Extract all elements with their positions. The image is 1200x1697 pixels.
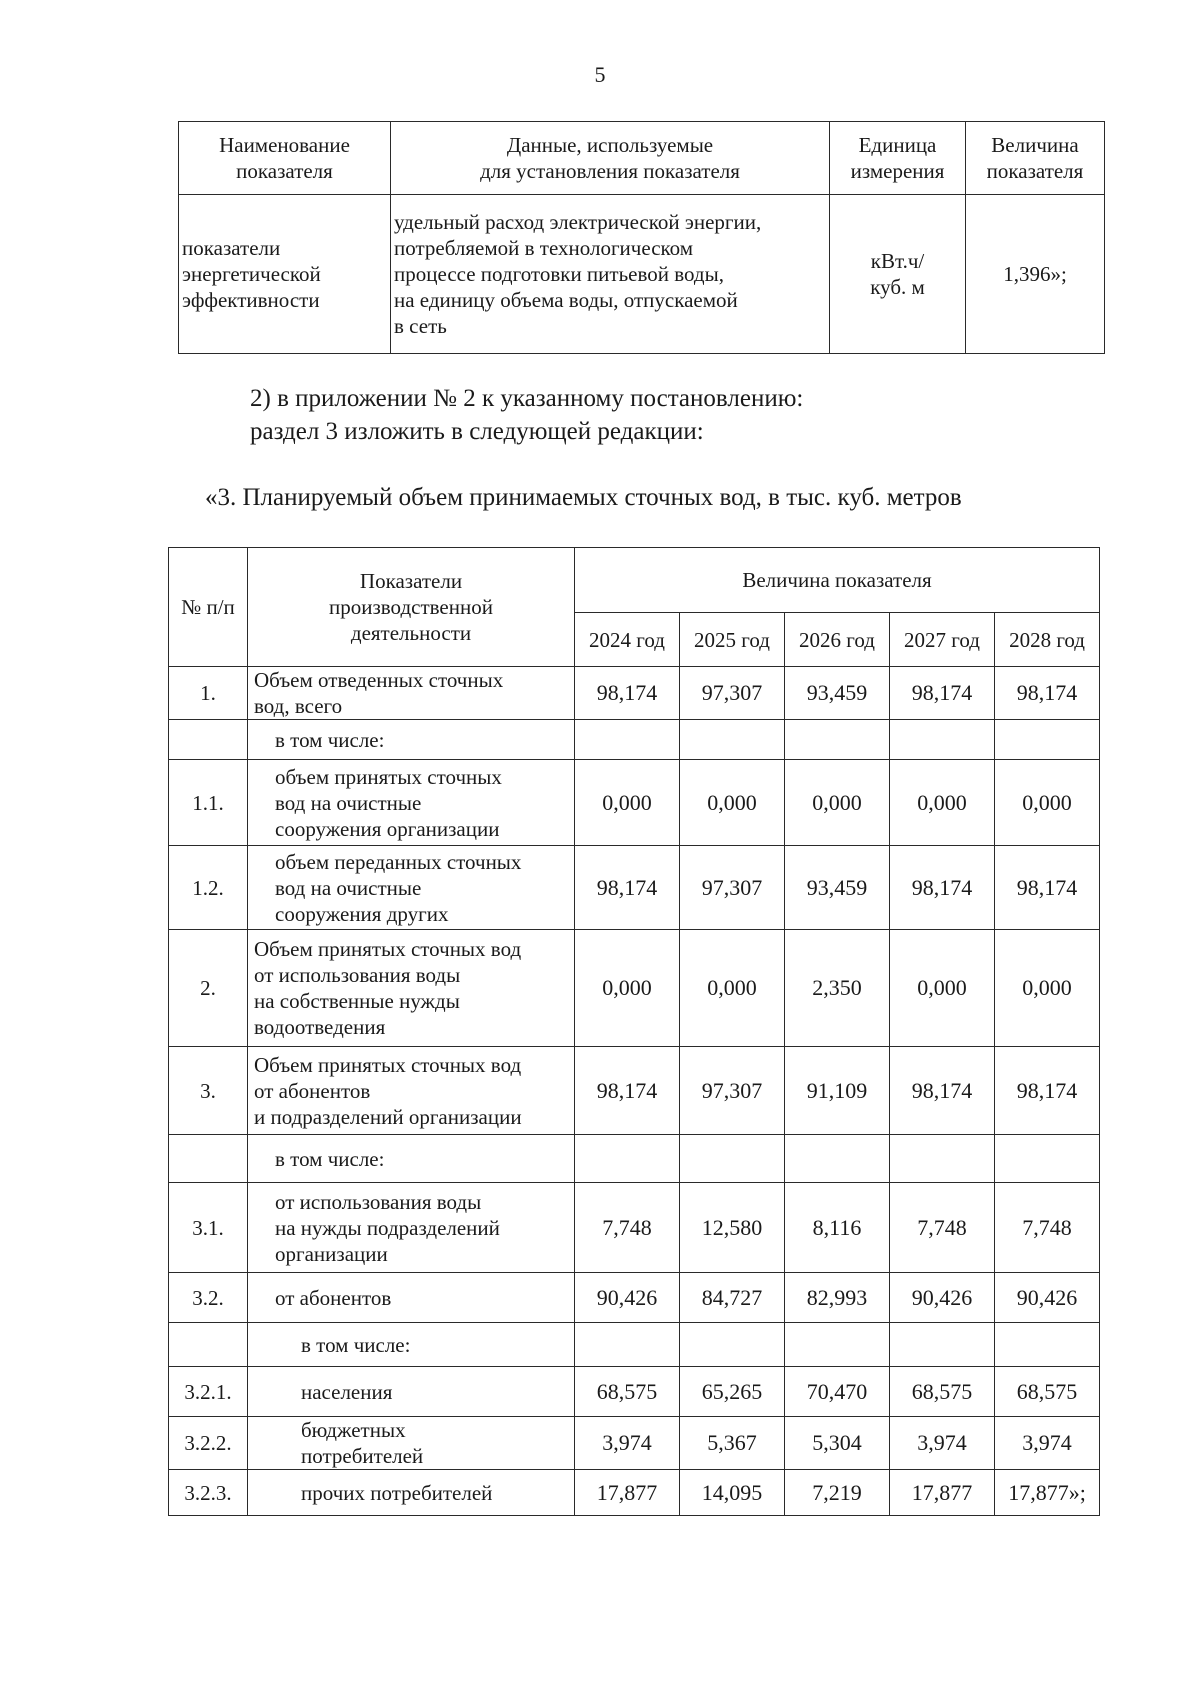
header-indicators: Показатели производственной деятельности: [248, 548, 575, 667]
value-cell: 0,000: [890, 930, 995, 1047]
table-row: [169, 1047, 1100, 1135]
value-cell: 97,307: [680, 667, 785, 720]
row-label: Объем принятых сточных вод от использования воды на собственные нужды водоотведения: [248, 930, 575, 1047]
value-cell: [575, 1135, 680, 1183]
value-cell: 84,727: [680, 1273, 785, 1323]
value-cell: 0,000: [680, 930, 785, 1047]
value-cell: [575, 720, 680, 760]
row-number: 3.: [169, 1047, 248, 1135]
value-cell: 7,748: [995, 1183, 1100, 1273]
value-cell: 98,174: [575, 667, 680, 720]
value-cell: 70,470: [785, 1367, 890, 1417]
paragraph-line-2: раздел 3 изложить в следующей редакции:: [250, 418, 704, 445]
row-number: 3.2.: [169, 1273, 248, 1323]
table-row: [169, 1273, 1100, 1323]
row-number: 3.1.: [169, 1183, 248, 1273]
value-cell: 68,575: [890, 1367, 995, 1417]
value-cell: 12,580: [680, 1183, 785, 1273]
value-cell: 0,000: [995, 930, 1100, 1047]
table-row: [169, 1323, 1100, 1367]
table-row: [169, 846, 1100, 930]
header-number: № п/п: [169, 548, 248, 667]
value-cell: 98,174: [890, 1047, 995, 1135]
cell-value: 1,396»;: [966, 195, 1105, 354]
value-cell: 68,575: [995, 1367, 1100, 1417]
value-cell: 3,974: [995, 1417, 1100, 1470]
row-number: 3.2.1.: [169, 1367, 248, 1417]
value-cell: 68,575: [575, 1367, 680, 1417]
value-cell: 0,000: [680, 760, 785, 846]
value-cell: 90,426: [995, 1273, 1100, 1323]
header-year: 2027 год: [890, 613, 995, 667]
page-number: 5: [594, 62, 606, 87]
value-cell: [995, 720, 1100, 760]
value-cell: 7,748: [890, 1183, 995, 1273]
value-cell: 2,350: [785, 930, 890, 1047]
value-cell: 5,367: [680, 1417, 785, 1470]
row-number: [169, 720, 248, 760]
value-cell: [890, 720, 995, 760]
row-label: в том числе:: [248, 1135, 575, 1183]
row-label: от использования воды на нужды подразделений организации: [248, 1183, 575, 1273]
value-cell: [890, 1323, 995, 1367]
value-cell: 0,000: [785, 760, 890, 846]
value-cell: 7,219: [785, 1470, 890, 1516]
wastewater-volume-table: [168, 547, 1100, 1516]
value-cell: [575, 1323, 680, 1367]
cell-data-used: удельный расход электрической энергии, потребляемой в технологическом процессе подготовки питьевой воды, на единицу объема воды, отпускаемой в сеть: [391, 195, 830, 354]
value-cell: 98,174: [575, 1047, 680, 1135]
table-row: [179, 195, 1105, 354]
value-cell: [785, 720, 890, 760]
row-label: в том числе:: [248, 1323, 575, 1367]
value-cell: 3,974: [890, 1417, 995, 1470]
table-row: [169, 1183, 1100, 1273]
row-number: 3.2.3.: [169, 1470, 248, 1516]
row-number: 3.2.2.: [169, 1417, 248, 1470]
row-label: объем переданных сточных вод на очистные сооружения других: [248, 846, 575, 930]
value-cell: 65,265: [680, 1367, 785, 1417]
table-row: [169, 720, 1100, 760]
value-cell: [995, 1323, 1100, 1367]
value-cell: [785, 1323, 890, 1367]
value-cell: 97,307: [680, 846, 785, 930]
value-cell: 0,000: [575, 930, 680, 1047]
row-label: Объем отведенных сточных вод, всего: [248, 667, 575, 720]
header-year: 2025 год: [680, 613, 785, 667]
value-cell: [680, 720, 785, 760]
header-year: 2026 год: [785, 613, 890, 667]
value-cell: [785, 1135, 890, 1183]
cell-unit: кВт.ч/ куб. м: [830, 195, 966, 354]
value-cell: 98,174: [995, 1047, 1100, 1135]
value-cell: 98,174: [995, 667, 1100, 720]
value-cell: [890, 1135, 995, 1183]
value-cell: 93,459: [785, 846, 890, 930]
table-header-row: [169, 548, 1100, 613]
value-cell: [995, 1135, 1100, 1183]
cell-indicator-name: показатели энергетической эффективности: [179, 195, 391, 354]
value-cell: 14,095: [680, 1470, 785, 1516]
table-row: [169, 760, 1100, 846]
value-cell: 7,748: [575, 1183, 680, 1273]
energy-efficiency-table: [178, 121, 1105, 354]
table-row: [169, 1470, 1100, 1516]
row-number: 1.2.: [169, 846, 248, 930]
value-cell: 97,307: [680, 1047, 785, 1135]
value-cell: 82,993: [785, 1273, 890, 1323]
value-cell: 98,174: [575, 846, 680, 930]
row-number: 1.: [169, 667, 248, 720]
value-cell: 98,174: [890, 667, 995, 720]
value-cell: 90,426: [890, 1273, 995, 1323]
table-header-row: [179, 122, 1105, 195]
row-label: Объем принятых сточных вод от абонентов и подразделений организации: [248, 1047, 575, 1135]
table-row: [169, 1135, 1100, 1183]
table-row: [169, 667, 1100, 720]
value-cell: 5,304: [785, 1417, 890, 1470]
paragraph-line-1: 2) в приложении № 2 к указанному постановлению:: [250, 385, 804, 412]
value-cell: 98,174: [890, 846, 995, 930]
header-year: 2028 год: [995, 613, 1100, 667]
table-row: [169, 930, 1100, 1047]
header-year: 2024 год: [575, 613, 680, 667]
row-number: [169, 1323, 248, 1367]
header-value: Величина показателя: [575, 548, 1100, 613]
header-value: Величина показателя: [966, 122, 1105, 195]
value-cell: 17,877»;: [995, 1470, 1100, 1516]
table-row: [169, 1367, 1100, 1417]
value-cell: [680, 1323, 785, 1367]
value-cell: 3,974: [575, 1417, 680, 1470]
value-cell: 17,877: [575, 1470, 680, 1516]
row-label: в том числе:: [248, 720, 575, 760]
row-label: населения: [248, 1367, 575, 1417]
value-cell: 93,459: [785, 667, 890, 720]
header-data-used: Данные, используемые для установления показателя: [391, 122, 830, 195]
value-cell: 17,877: [890, 1470, 995, 1516]
table-row: [169, 1417, 1100, 1470]
row-label: бюджетных потребителей: [248, 1417, 575, 1470]
row-label: объем принятых сточных вод на очистные сооружения организации: [248, 760, 575, 846]
value-cell: 98,174: [995, 846, 1100, 930]
row-label: прочих потребителей: [248, 1470, 575, 1516]
value-cell: 0,000: [575, 760, 680, 846]
header-unit: Единица измерения: [830, 122, 966, 195]
value-cell: [680, 1135, 785, 1183]
row-number: 1.1.: [169, 760, 248, 846]
value-cell: 0,000: [995, 760, 1100, 846]
row-number: [169, 1135, 248, 1183]
row-label: от абонентов: [248, 1273, 575, 1323]
value-cell: 8,116: [785, 1183, 890, 1273]
value-cell: 90,426: [575, 1273, 680, 1323]
value-cell: 91,109: [785, 1047, 890, 1135]
row-number: 2.: [169, 930, 248, 1047]
header-indicator-name: Наименование показателя: [179, 122, 391, 195]
section-title: «3. Планируемый объем принимаемых сточных вод, в тыс. куб. метров: [205, 484, 962, 511]
value-cell: 0,000: [890, 760, 995, 846]
